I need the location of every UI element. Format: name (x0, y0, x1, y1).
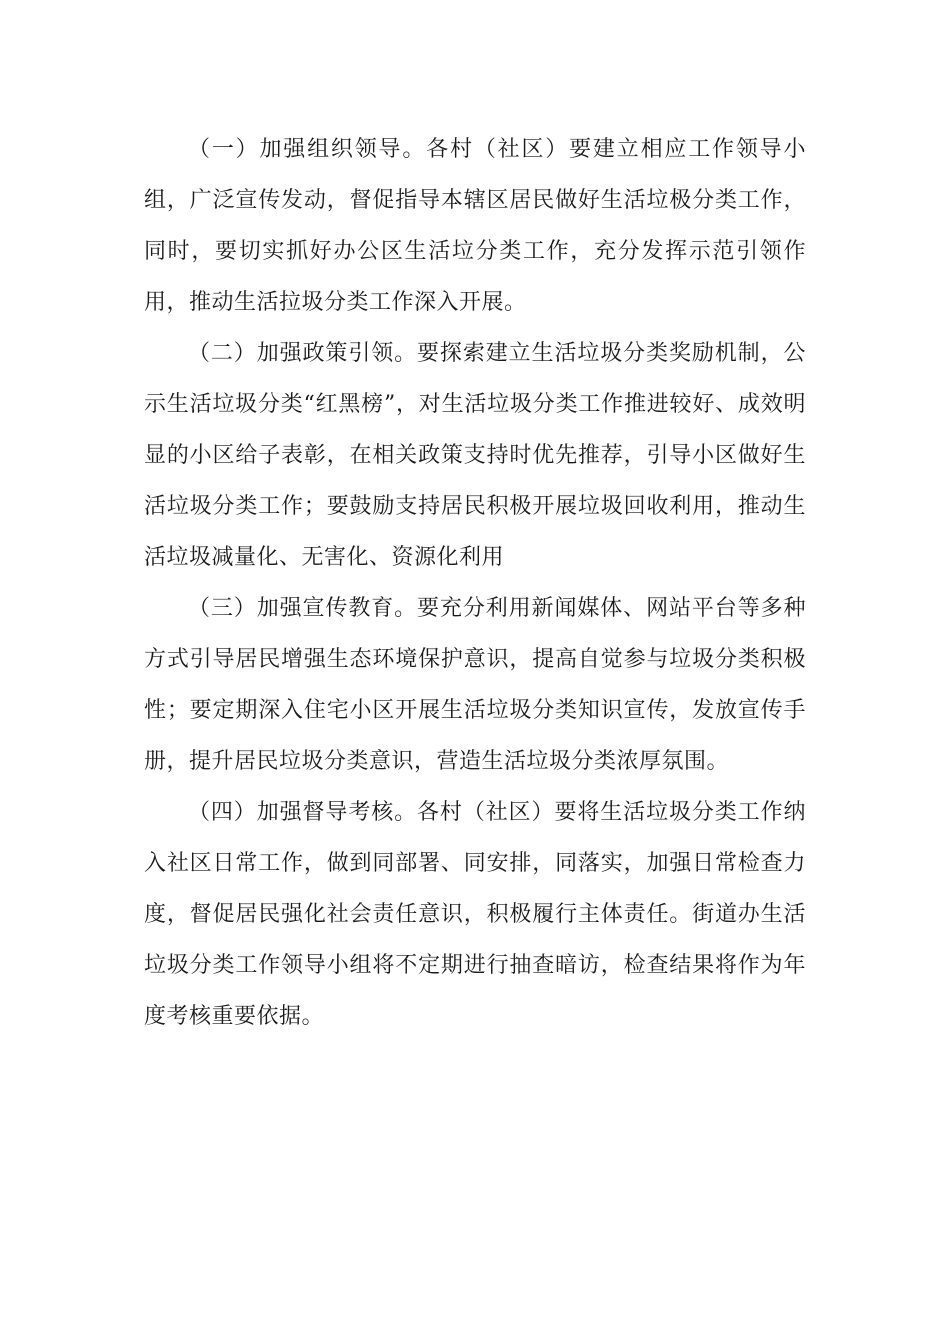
paragraph-policy-guidance: （二）加强政策引领。要探索建立生活垃圾分类奖励机制，公示生活垃圾分类“红黑榜”，对生活垃圾分类工作推进较好、成效明显的小区给子表彰，在相关政策支持时优先推荐，引导小区做好生活垃圾分类工作；要鼓励支持居民积极开展垃圾回收利用，推动生活垃圾减量化、无害化、资源化利用 (144, 341, 806, 570)
paragraph-organization-leadership: （一）加强组织领导。各村（社区）要建立相应工作领导小组，广泛宣传发动，督促指导本辖区居民做好生活垃极分类工作，同时，要切实抓好办公区生活垃分类工作，充分发挥示范引领作用，推动生活拉圾分类工作深入开展。 (144, 137, 806, 315)
paragraph-supervision-assessment: （四）加强督导考核。各村（社区）要将生活垃圾分类工作纳入社区日常工作，做到同部署、同安排，同落实，加强日常检查力度，督促居民强化社会责任意识，积极履行主体责任。街道办生活垃圾分类工作领导小组将不定期进行抽查暗访，检查结果将作为年度考核重要依据。 (144, 800, 806, 1029)
document-body (144, 124, 806, 1042)
paragraph-publicity-education: （三）加强宣传教育。要充分利用新闻媒体、网站平台等多种方式引导居民增强生态环境保护意识，提高自觉参与垃圾分类积极性；要定期深入住宅小区开展生活垃圾分类知识宣传，发放宣传手册，提升居民垃圾分类意识，营造生活垃圾分类浓厚氛围。 (144, 596, 806, 774)
